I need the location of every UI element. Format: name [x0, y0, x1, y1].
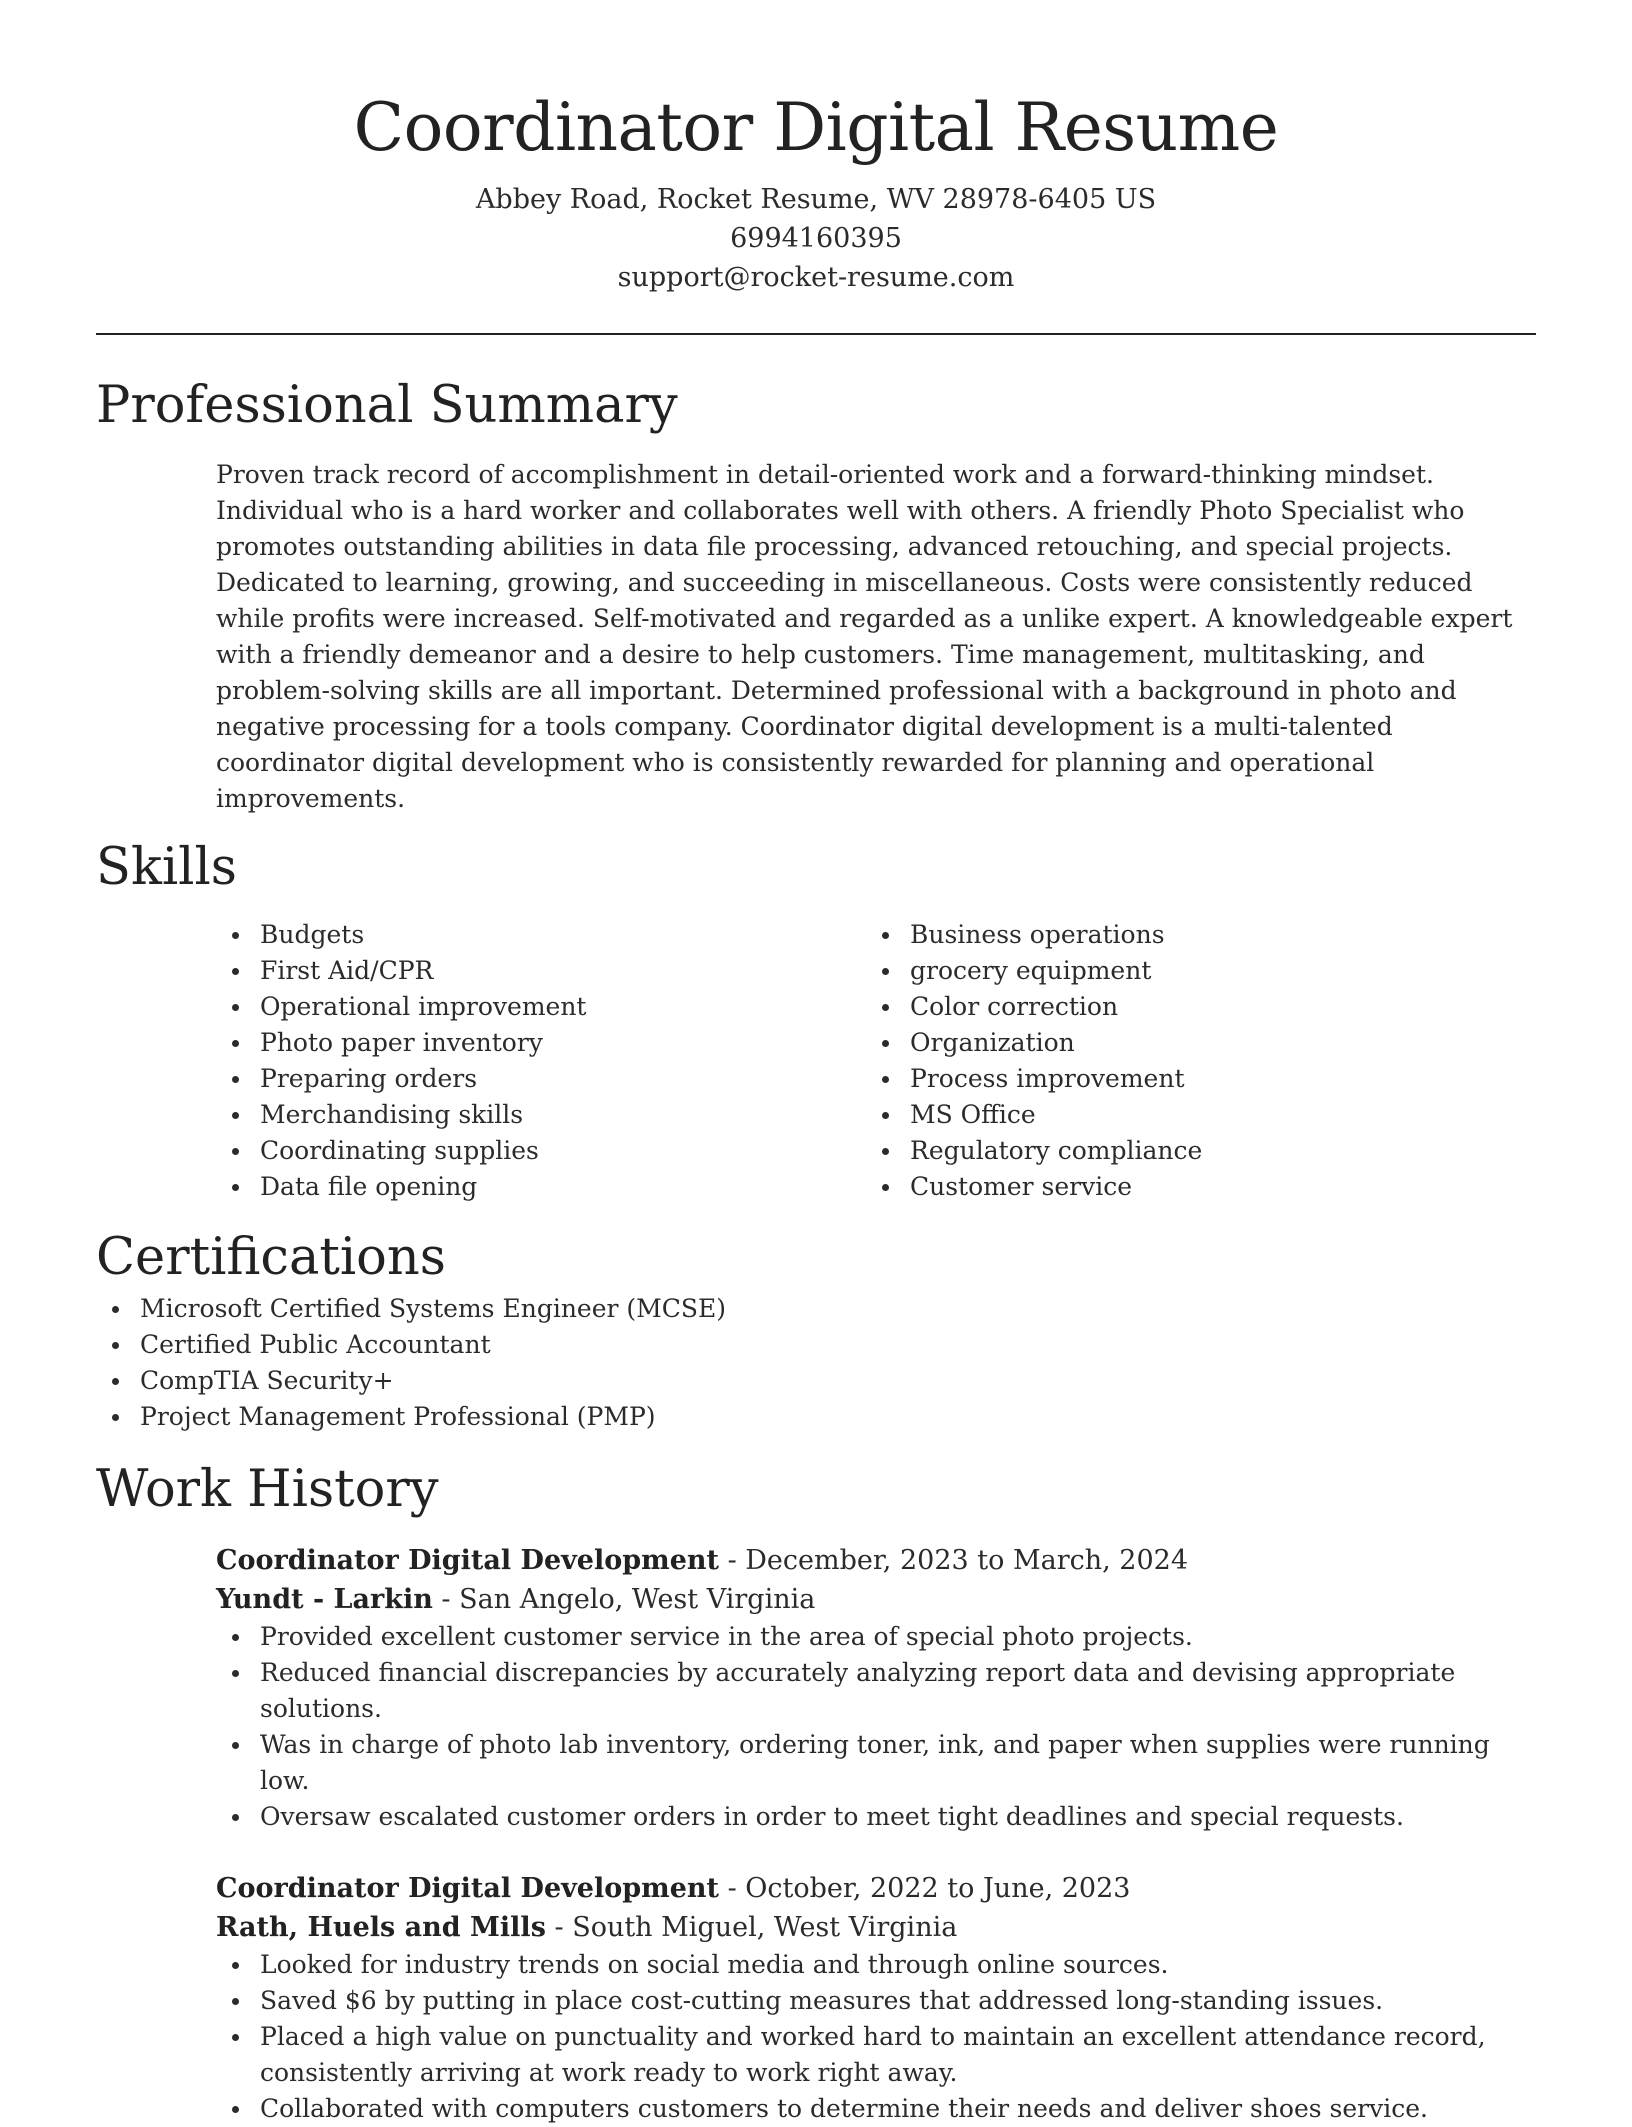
- job-company: Rath, Huels and Mills: [216, 1912, 546, 1943]
- job-entry: [216, 1869, 1536, 2127]
- job-duty-item: Placed a high value on punctuality and worked hard to maintain an excellent attendance record, consistently arriving at work ready to work right away.: [216, 2019, 1536, 2091]
- job-duty-item: Saved $6 by putting in place cost-cutting measures that addressed long-standing issues.: [216, 1983, 1536, 2019]
- skill-item: Regulatory compliance: [866, 1133, 1516, 1169]
- professional-summary-section: [96, 373, 1536, 817]
- skill-item: Coordinating supplies: [216, 1133, 866, 1169]
- job-duties-list: [216, 1619, 1536, 1835]
- summary-text: Proven track record of accomplishment in detail-oriented work and a forward-thinking mindset. Individual who is a hard worker and collaborates well with others. A friendly Photo Specialist who promotes outstanding abilities in data file processing, advanced retouching, and special projects. Dedicated to learning, growing, and succeeding in miscellaneous. Costs were consistently reduced while profits were increased. Self-motivated and regarded as a unlike expert. A knowledgeable expert with a friendly demeanor and a desire to help customers. Time management, multitasking, and problem-solving skills are all important. Determined professional with a background in photo and negative processing for a tools company. Coordinator digital development is a multi-talented coordinator digital development who is consistently rewarded for planning and operational improvements.: [216, 460, 1513, 813]
- skill-item: Customer service: [866, 1169, 1516, 1205]
- skill-item: MS Office: [866, 1097, 1516, 1133]
- skill-item: Operational improvement: [216, 989, 866, 1025]
- section-title-certifications: Certifications: [96, 1228, 446, 1287]
- section-title-skills: Skills: [96, 838, 237, 897]
- skills-section: [96, 835, 1536, 1205]
- job-company-line: [216, 1580, 1536, 1619]
- certification-item: CompTIA Security+: [96, 1363, 1536, 1399]
- header-divider: [96, 333, 1536, 335]
- skill-item: Process improvement: [866, 1061, 1516, 1097]
- contact-phone: 6994160395: [730, 223, 902, 254]
- job-title-line: [216, 1541, 1536, 1580]
- certification-item: Microsoft Certified Systems Engineer (MCSE): [96, 1291, 1536, 1327]
- job-entry: [216, 1541, 1536, 1835]
- job-title-line: [216, 1869, 1536, 1908]
- job-dates: - December, 2023 to March, 2024: [718, 1545, 1188, 1576]
- job-role: Coordinator Digital Development: [216, 1873, 719, 1904]
- skills-columns: [216, 917, 1536, 1205]
- skill-item: Preparing orders: [216, 1061, 866, 1097]
- skills-list-right: [866, 917, 1516, 1205]
- resume-page: [96, 0, 1536, 2127]
- resume-header: [96, 0, 1536, 297]
- certifications-list: [96, 1291, 1536, 1435]
- job-duty-item: Was in charge of photo lab inventory, ordering toner, ink, and paper when supplies were running low.: [216, 1727, 1536, 1799]
- skill-item: Organization: [866, 1025, 1516, 1061]
- skill-item: First Aid/CPR: [216, 953, 866, 989]
- skill-item: Data file opening: [216, 1169, 866, 1205]
- job-duty-item: Reduced financial discrepancies by accurately analyzing report data and devising appropriate solutions.: [216, 1655, 1536, 1727]
- job-duties-list: [216, 1947, 1536, 2127]
- skill-item: Business operations: [866, 917, 1516, 953]
- job-company-line: [216, 1908, 1536, 1947]
- job-duty-item: Oversaw escalated customer orders in order to meet tight deadlines and special requests.: [216, 1799, 1536, 1835]
- resume-name: Coordinator Digital Resume: [353, 89, 1279, 166]
- contact-address: Abbey Road, Rocket Resume, WV 28978-6405 US: [475, 184, 1157, 215]
- certification-item: Project Management Professional (PMP): [96, 1399, 1536, 1435]
- skill-item: Merchandising skills: [216, 1097, 866, 1133]
- certification-item: Certified Public Accountant: [96, 1327, 1536, 1363]
- skills-column-right: [866, 917, 1516, 1205]
- skills-column-left: [216, 917, 866, 1205]
- skills-list-left: [216, 917, 866, 1205]
- skill-item: Photo paper inventory: [216, 1025, 866, 1061]
- job-location: - San Angelo, West Virginia: [432, 1584, 816, 1615]
- job-duty-item: Looked for industry trends on social media and through online sources.: [216, 1947, 1536, 1983]
- section-title-summary: Professional Summary: [96, 376, 678, 435]
- job-dates: - October, 2022 to June, 2023: [718, 1873, 1131, 1904]
- skill-item: Color correction: [866, 989, 1516, 1025]
- skill-item: Budgets: [216, 917, 866, 953]
- job-location: - South Miguel, West Virginia: [545, 1912, 958, 1943]
- contact-block: [96, 180, 1536, 297]
- work-history-section: [96, 1457, 1536, 2127]
- skill-item: grocery equipment: [866, 953, 1516, 989]
- certifications-section: [96, 1225, 1536, 1435]
- contact-email: support@rocket-resume.com: [617, 262, 1015, 293]
- job-company: Yundt - Larkin: [216, 1584, 433, 1615]
- job-role: Coordinator Digital Development: [216, 1545, 719, 1576]
- job-duty-item: Provided excellent customer service in the area of special photo projects.: [216, 1619, 1536, 1655]
- section-title-work-history: Work History: [96, 1460, 439, 1519]
- job-duty-item: Collaborated with computers customers to determine their needs and deliver shoes service.: [216, 2091, 1536, 2127]
